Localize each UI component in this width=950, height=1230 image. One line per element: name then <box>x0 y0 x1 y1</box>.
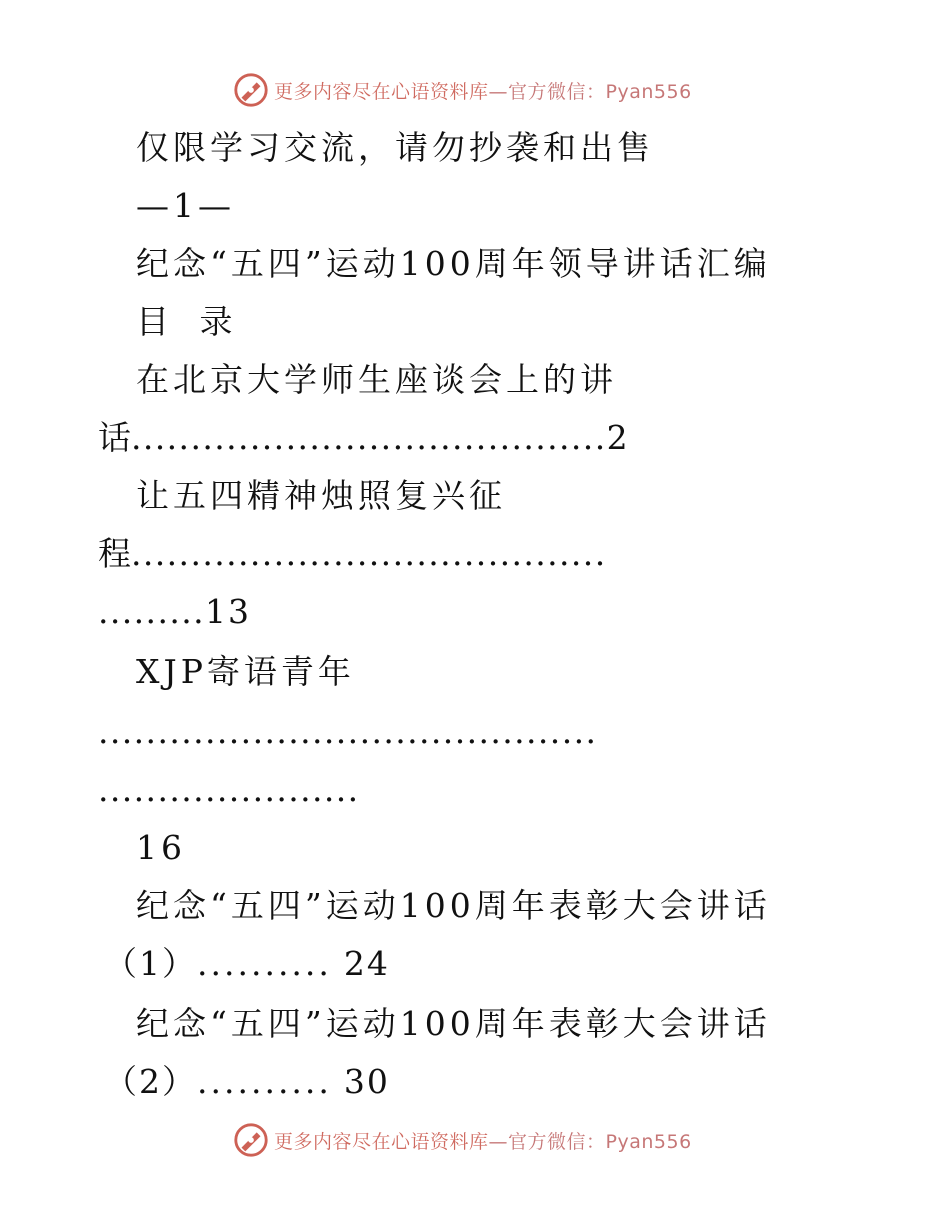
toc-entry-2-title-end: 程 <box>98 534 131 573</box>
toc-entry-2-title: 让五四精神烛照复兴征 <box>136 476 506 515</box>
toc-entry-4-page: 24 <box>343 944 390 983</box>
toc-entry-2-leader: ........................................ <box>131 534 607 573</box>
toc-entry-1-page: 2 <box>606 418 628 457</box>
toc-entry-4-title-end: （1） <box>104 944 197 983</box>
watermark-contact: —官方微信：Pyan556 <box>488 1130 692 1153</box>
watermark-top <box>232 70 692 110</box>
toc-entry-5-page: 30 <box>343 1062 390 1101</box>
toc-entry-2-tail <box>98 534 607 574</box>
toc-entry-1-title-end: 话 <box>98 418 131 457</box>
toc-entry-5-tail <box>104 1062 390 1102</box>
watermark-site: 更多内容尽在心语资料库 <box>274 80 489 103</box>
toc-entry-3-leader-2: ...................... <box>98 770 360 809</box>
toc-entry-4-tail <box>104 944 390 984</box>
toc-entry-1-title: 在北京大学师生座谈会上的讲 <box>136 360 617 399</box>
toc-entry-5-leader: .......... <box>197 1062 332 1101</box>
page-number: —1— <box>136 186 235 225</box>
watermark-text <box>274 1127 692 1154</box>
document-title: 纪念“五四”运动100周年领导讲话汇编 <box>136 244 771 283</box>
pen-nib-icon <box>232 71 270 109</box>
toc-entry-3-page: 16 <box>136 828 186 867</box>
toc-entry-3-leader: .......................................... <box>98 712 598 751</box>
watermark-contact: —官方微信：Pyan556 <box>488 80 692 103</box>
toc-entry-1-tail <box>98 418 628 458</box>
watermark-site: 更多内容尽在心语资料库 <box>274 1130 489 1153</box>
toc-heading: 目 录 <box>136 302 243 341</box>
watermark-text <box>274 77 692 104</box>
watermark-bottom <box>232 1120 692 1160</box>
pen-nib-icon <box>232 1121 270 1159</box>
toc-entry-1-leader: ........................................ <box>131 418 607 457</box>
toc-entry-4-title: 纪念“五四”运动100周年表彰大会讲话 <box>136 886 771 925</box>
toc-entry-2-page: 13 <box>205 592 252 631</box>
toc-entry-5-title-end: （2） <box>104 1062 197 1101</box>
toc-entry-5-title: 纪念“五四”运动100周年表彰大会讲话 <box>136 1004 771 1043</box>
toc-entry-3-title: XJP寄语青年 <box>136 652 355 691</box>
notice-line: 仅限学习交流，请勿抄袭和出售 <box>136 128 654 167</box>
toc-entry-4-leader: .......... <box>197 944 332 983</box>
toc-entry-2-leader-2: ......... <box>98 592 206 631</box>
toc-entry-2-tail-2 <box>98 592 251 632</box>
